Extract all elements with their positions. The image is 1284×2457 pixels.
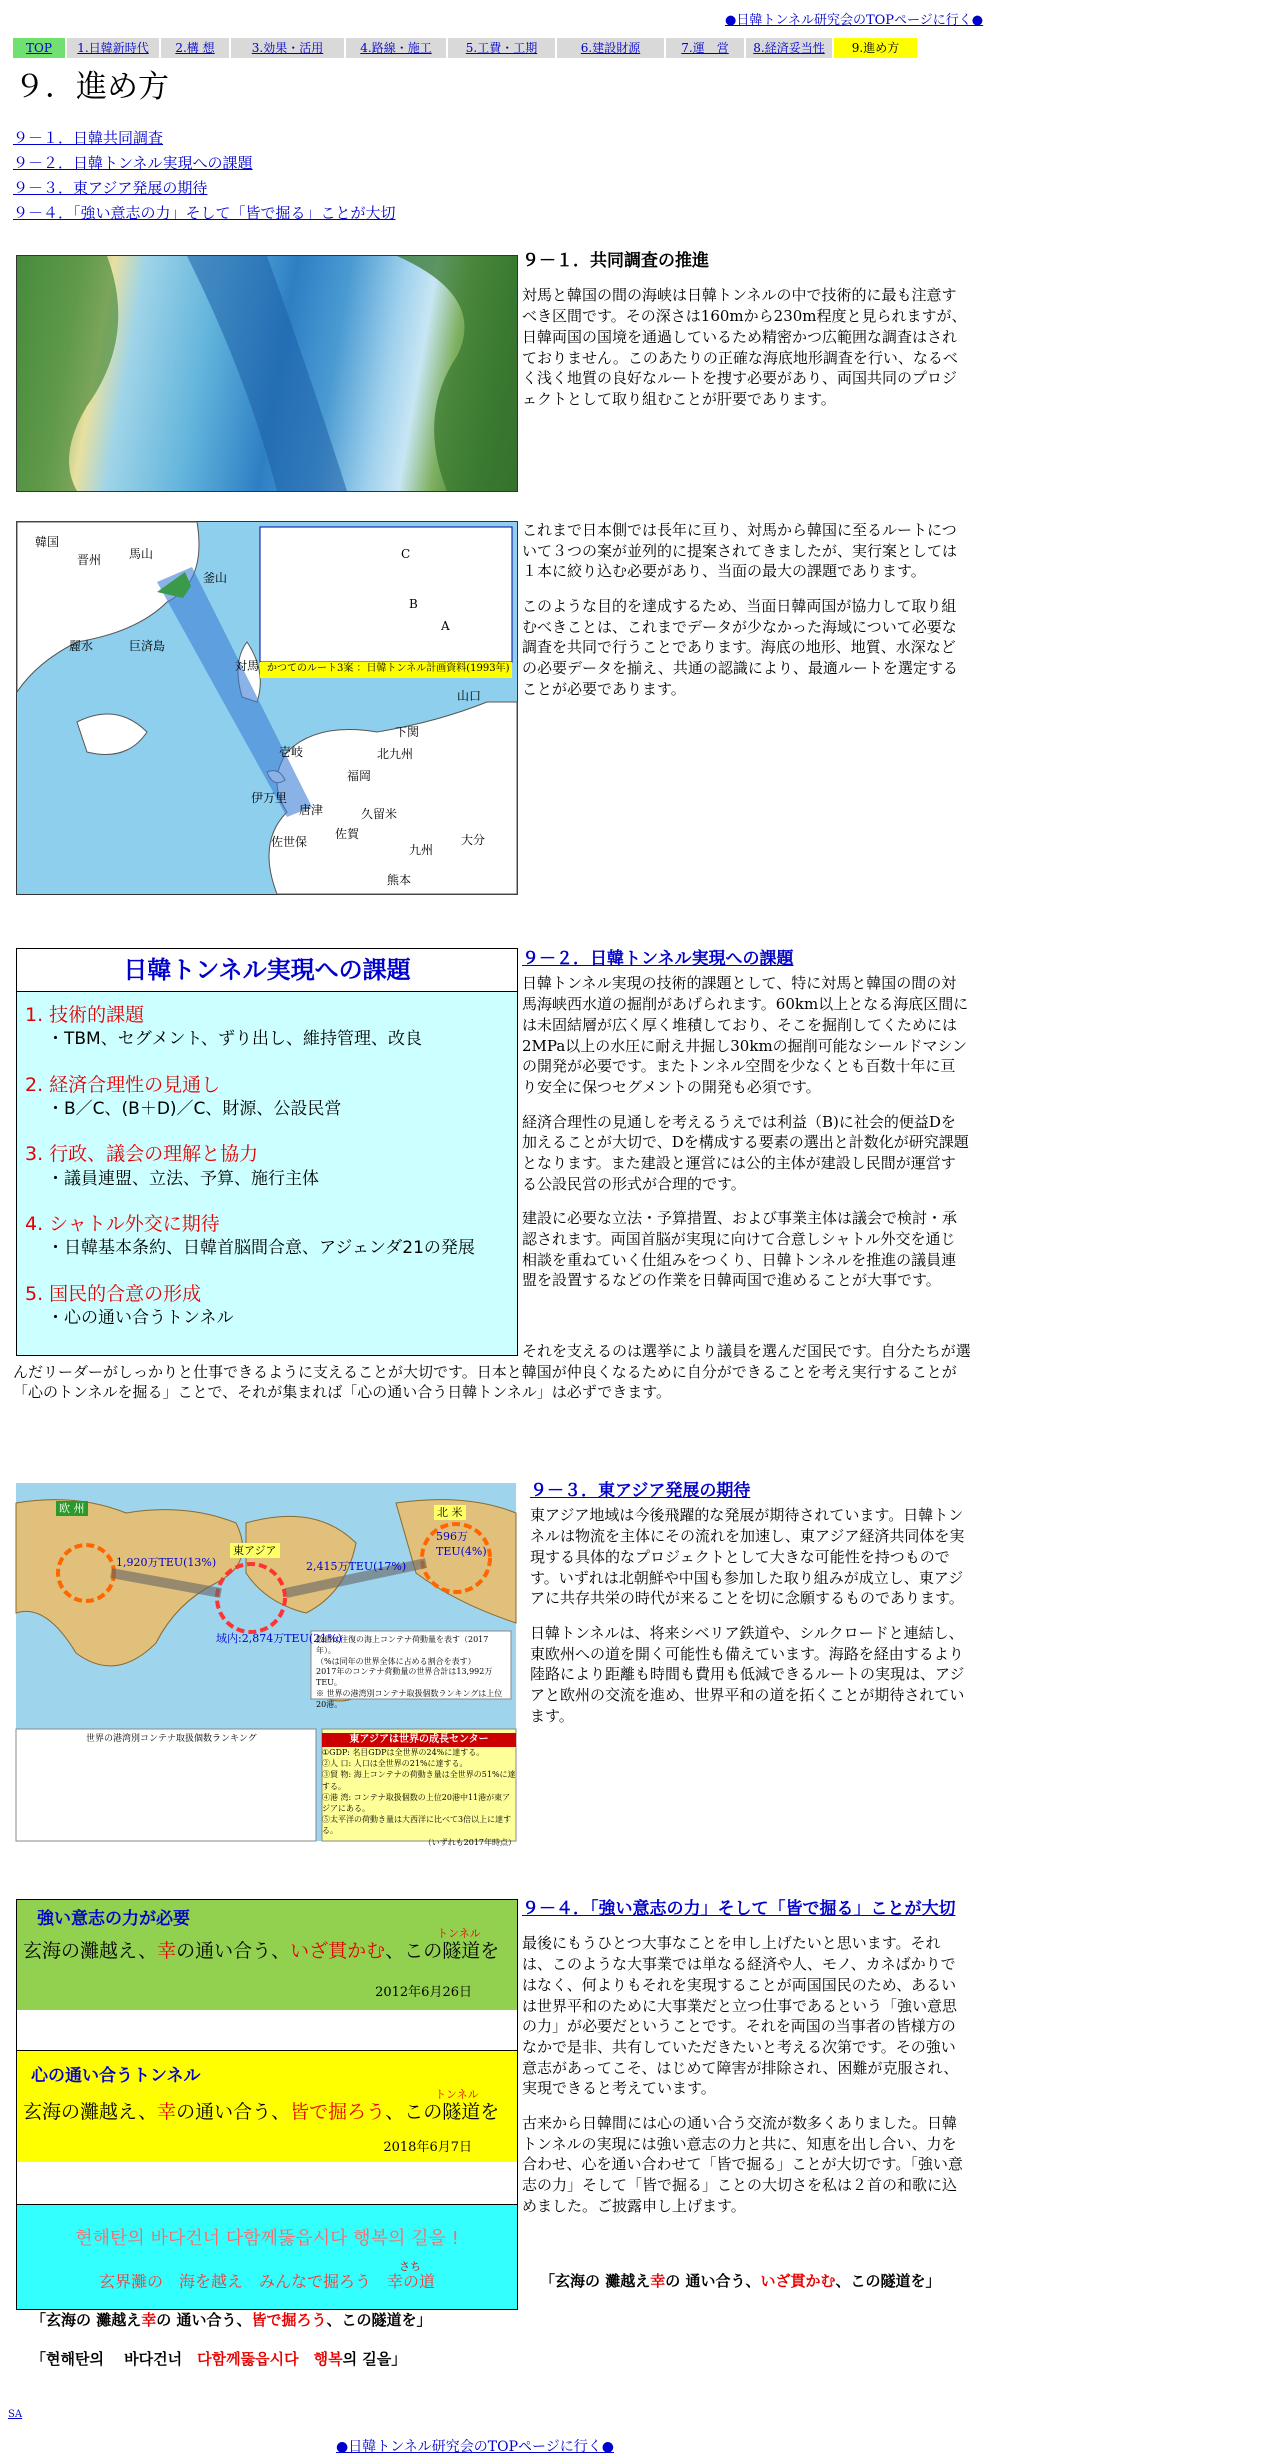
challenge-heading: 1. 技術的課題 bbox=[25, 1004, 145, 1026]
map-label: 馬山 bbox=[129, 547, 154, 561]
nav-tab-7[interactable]: 7.運 営 bbox=[666, 38, 744, 58]
challenges-box bbox=[16, 948, 518, 1356]
section-2-heading[interactable]: ９－２．日韓トンネル実現への課題 bbox=[522, 949, 794, 969]
challenge-heading: 3. 行政、議会の理解と協力 bbox=[25, 1143, 259, 1166]
challenges-box-title: 日韓トンネル実現への課題 bbox=[17, 949, 517, 992]
page-title: ９．進め方 bbox=[14, 69, 169, 105]
paragraph: このような目的を達成するため、当面日韓両国が協力して取り組むべきことは、これまでデータが少なかった海域について必要な調査を共同で行うことであります。海底の地形、地質、水深などの必要データを揃え、共通の認識により、最適ルートを選定することが必要であります。 bbox=[522, 597, 958, 698]
map-label: 晋州 bbox=[77, 553, 102, 567]
map-label: 唐津 bbox=[299, 803, 324, 817]
slogan-panel-korean: 현해탄의 바다건너 다함께뚫읍시다 행복의 길을 ! さち 玄界灘の 海を越え みんなで掘ろう 幸の道 bbox=[16, 2204, 518, 2310]
slogan-panel-dig-together: 心の通い合うトンネル トンネル 玄海の灘越え、幸の通い合う、皆で掘ろう、この隧道を 2018年6月7日 bbox=[16, 2050, 518, 2164]
paragraph: 建設に必要な立法・予算措置、および事業主体は議会で検討・承認されます。両国首脳が実現に向けて合意しシャトル外交を通じ相談を重ねていく仕組みをつくり、日韓トンネルを推進の議員連盟を設置するなどの作業を日韓両国で進めることが大事です。 bbox=[522, 1209, 958, 1290]
ranking-title: 世界の港湾別コンテナ取扱個数ランキング bbox=[86, 1734, 257, 1744]
top-page-link[interactable]: ●日韓トンネル研究会のTOPページに行く● bbox=[725, 13, 984, 28]
poem-dig-together: 「玄海の 灘越え幸の 通い合う、皆で掘ろう、この隧道を」 bbox=[31, 2311, 432, 2329]
section-2-text bbox=[522, 948, 970, 1305]
challenge-detail: ・TBM、セグメント、ずり出し、維持管理、改良 bbox=[47, 1029, 423, 1050]
nav-tab-4[interactable]: 4.路線・施工 bbox=[346, 38, 446, 58]
map-label: 大分 bbox=[461, 833, 486, 847]
small-footer-link[interactable]: SA bbox=[8, 2409, 23, 2420]
route-map-image bbox=[16, 521, 518, 895]
toc-link-3[interactable]: ９－３．東アジア発展の期待 bbox=[13, 179, 208, 197]
flow-label: 1,920万TEU(13%) bbox=[116, 1556, 217, 1569]
region-label: 東アジア bbox=[230, 1543, 280, 1558]
paragraph: 古来から日韓間には心の通い合う交流が数多くありました。日韓トンネルの実現には強い意志の力と共に、知恵を出し合い、力を合わせ、心を通い合わせて「皆で掘る」ことが大切です。「強い意志の力」そして「皆で掘る」ことの大切さを私は２首の和歌に込めました。ご披露申し上げます。 bbox=[522, 2113, 963, 2215]
map-label: 巨済島 bbox=[129, 639, 166, 653]
paragraph: これまで日本側では長年に亘り、対馬から韓国に至るルートについて３つの案が並列的に提案されてきましたが、実行案としては１本に絞り込む必要があり、当面の最大の課題であります。 bbox=[522, 521, 958, 581]
nav-tab-9-current: 9.進め方 bbox=[834, 38, 917, 58]
bottom-top-page-link[interactable]: ●日韓トンネル研究会のTOPページに行く● bbox=[336, 2439, 614, 2455]
map-label: 九州 bbox=[409, 843, 434, 857]
map-label: 対馬 bbox=[235, 659, 260, 673]
challenge-detail: ・心の通い合うトンネル bbox=[47, 1307, 234, 1328]
section-3-heading[interactable]: ９－３．東アジア発展の期待 bbox=[530, 1481, 751, 1501]
section-1-heading: ９－１．共同調査の推進 bbox=[522, 251, 709, 271]
paragraph: 日韓トンネルは、将来シベリア鉄道や、シルクロードと連結し、東欧州への道を開く可能性も備えています。海路を経由するより陸路により距離も時間も費用も低減できるルートの実現は、アジアと欧州の交流を進め、世界平和の道を拓くことが期待されています。 bbox=[530, 1623, 965, 1725]
section-1-text bbox=[522, 250, 970, 424]
challenge-heading: 5. 国民的合意の形成 bbox=[25, 1282, 202, 1305]
region-label: 欧 州 bbox=[56, 1501, 88, 1516]
map-label: 麗水 bbox=[69, 639, 94, 653]
section-3-text bbox=[530, 1480, 970, 1740]
map-label: 壱岐 bbox=[279, 745, 304, 759]
paragraph: 日韓トンネル実現の技術的課題として、特に対馬と韓国の間の対馬海峡西水道の掘削があげられます。60km以上となる海底区間には未固結層が広く厚く堆積しており、そこを掘削してくためには2MPa以上の水圧に耐え井掘し30kmの掘削可能なシールドマシンの開発が必要です。またトンネル空間を少なくとも百数十年に亘り安全に保つセグメントの開発も必須です。 bbox=[522, 974, 969, 1096]
inset-route-label: C bbox=[401, 547, 411, 561]
nav-tab-8[interactable]: 8.経済妥当性 bbox=[746, 38, 832, 58]
inset-route-label: B bbox=[409, 597, 418, 611]
panel-spacer bbox=[16, 2010, 518, 2050]
nav-tab-1[interactable]: 1.日韓新時代 bbox=[67, 38, 159, 58]
east-asia-trade-map bbox=[16, 1483, 516, 1847]
challenge-heading: 2. 経済合理性の見通し bbox=[25, 1073, 221, 1096]
flow-label: 596万TEU(4%) bbox=[436, 1530, 487, 1559]
map-label: 熊本 bbox=[387, 873, 412, 887]
nav-tab-5[interactable]: 5.工費・工期 bbox=[448, 38, 555, 58]
section-1-text-b bbox=[522, 520, 970, 714]
nav-tab-2[interactable]: 2.構 想 bbox=[161, 38, 229, 58]
map-label: 北九州 bbox=[377, 747, 414, 761]
region-label: 北 米 bbox=[434, 1505, 466, 1520]
paragraph: 最後にもうひとつ大事なことを申し上げたいと思います。それは、このような大事業では単なる経済や人、モノ、カネばかりではなく、何よりもそれを実現することが両国国民のため、あるいは世界平和のために大事業だと立つ仕事であるという「強い意思の力」が必要だということです。それを両国の当事者の皆様方のなかで是非、共有していただきたいと考える次第です。その強い意志があってこそ、はじめて障害が排除され、困難が克服され、実現できると考えています。 bbox=[522, 1934, 959, 2098]
map-label: 伊万里 bbox=[251, 791, 288, 805]
nav-tab-6[interactable]: 6.建設財源 bbox=[557, 38, 664, 58]
map-label: 佐世保 bbox=[271, 835, 308, 849]
map-label: 下関 bbox=[395, 725, 420, 739]
flow-label: 2,415万TEU(17%) bbox=[306, 1560, 407, 1573]
poem-strong-will: 「玄海の 灘越え幸の 通い合う、いざ貫かむ、この隧道を」 bbox=[540, 2272, 941, 2290]
section-2-closing: それを支えるのは選挙により議員を選んだ国民です。自分たちが選んだリーダーがしっかりと仕事できるように支えることが大切です。日本と韓国が仲良くなるために自分ができることを考え実行することが「心のトンネルを掘る」ことで、それが集まれば「心の通い合う日韓トンネル」は必ずできます。 bbox=[13, 1342, 971, 1402]
map-label: 韓国 bbox=[35, 535, 60, 549]
section-nav bbox=[13, 38, 971, 58]
seafloor-terrain-image bbox=[16, 255, 518, 492]
toc-link-1[interactable]: ９－１．日韓共同調査 bbox=[13, 129, 164, 147]
challenge-detail: ・議員連盟、立法、予算、施行主体 bbox=[47, 1168, 319, 1189]
flow-label: 域内:2,874万TEU(21%) bbox=[216, 1632, 342, 1645]
challenge-detail: ・日韓基本条約、日韓首脳間合意、アジェンダ21の発展 bbox=[47, 1238, 475, 1259]
toc-link-2[interactable]: ９－２．日韓トンネル実現への課題 bbox=[13, 154, 253, 172]
section-4-text bbox=[522, 1898, 970, 2230]
trade-note: 数値は往復の海上コンテナ荷動量を表す（2017年）。 （%は同年の世界全体に占める割合を表す） 2017年のコンテナ荷動量の世界合計は13,992万TEU。 ※ 世界の港湾別コンテナ取扱個数ランキングは上位20港。 bbox=[316, 1635, 503, 1709]
nav-tab-3[interactable]: 3.効果・活用 bbox=[231, 38, 344, 58]
paragraph: 経済合理性の見通しを考えるうえでは利益（B)に社会的便益Dを加えることが大切で、Dを構成する要素の選出と計数化が研究課題となります。また建設と運営には公的主体が建設し民間が運営する公設民営の形式が合理的です。 bbox=[522, 1112, 969, 1193]
nav-tab-top[interactable]: TOP bbox=[13, 38, 65, 58]
growth-center-box: 東アジアは世界の成長センター ①GDP: 名目GDPは全世界の24%に達する。 ②人 口: 人口は全世界の21%に達する。 ③貿 物: 海上コンテナの荷動き量は全世界の51%に達する。 ④港 湾: コンテナ取扱個数の上位20港中11港が東アジアにある。 ⑤太平洋の荷動き量は大西洋に比べて3倍以上に達する。 （いずれも2017年時点） bbox=[322, 1734, 516, 1847]
challenge-detail: ・B／C、(B＋D)／C、財源、公設民営 bbox=[47, 1098, 342, 1119]
inset-caption: かつてのルート3案 ：日韓トンネル計画資料(1993年) bbox=[267, 663, 510, 674]
map-label: 山口 bbox=[457, 689, 482, 703]
challenge-heading: 4. シャトル外交に期待 bbox=[25, 1213, 220, 1236]
map-label: 釜山 bbox=[203, 571, 228, 585]
section-4-heading[interactable]: ９－４．「強い意志の力」そして「皆で掘る」ことが大切 bbox=[522, 1899, 956, 1919]
map-label: 福岡 bbox=[347, 769, 372, 783]
paragraph: 対馬と韓国の間の海峡は日韓トンネルの中で技術的に最も注意すべき区間です。その深さは160mから230m程度と見られますが、日韓両国の国境を通過しているため精密かつ広範囲な調査はされておりません。このあたりの正確な海底地形調査を行い、なるべく浅く地質の良好なルートを捜す必要があり、両国共同のプロジェクトとして取り組むことが肝要であります。 bbox=[522, 286, 967, 408]
table-of-contents bbox=[13, 128, 396, 228]
map-label: 佐賀 bbox=[335, 827, 360, 841]
inset-route-label: A bbox=[441, 619, 450, 633]
paragraph: 東アジア地域は今後飛躍的な発展が期待されています。日韓トンネルは物流を主体にその流れを加速し、東アジア経済共同体を実現する具体的なプロジェクトとして大きな可能性を持つものです。いずれは北朝鮮や中国も参加した取り組みが成立し、東アジアに共存共栄の時代が来ることを切に念願するものであります。 bbox=[530, 1506, 965, 1608]
slogan-panel-strong-will: 強い意志の力が必要 トンネル 玄海の灘越え、幸の通い合う、いざ貫かむ、この隧道を 2012年6月26日 bbox=[16, 1899, 518, 2011]
poem-korean: 「현해탄의 바다건너 다함께뚫읍시다 행복의 길을」 bbox=[31, 2350, 407, 2368]
map-label: 久留米 bbox=[361, 807, 398, 821]
panel-spacer bbox=[16, 2162, 518, 2204]
toc-link-4[interactable]: ９－４．「強い意志の力」そして「皆で掘る」ことが大切 bbox=[13, 204, 396, 222]
